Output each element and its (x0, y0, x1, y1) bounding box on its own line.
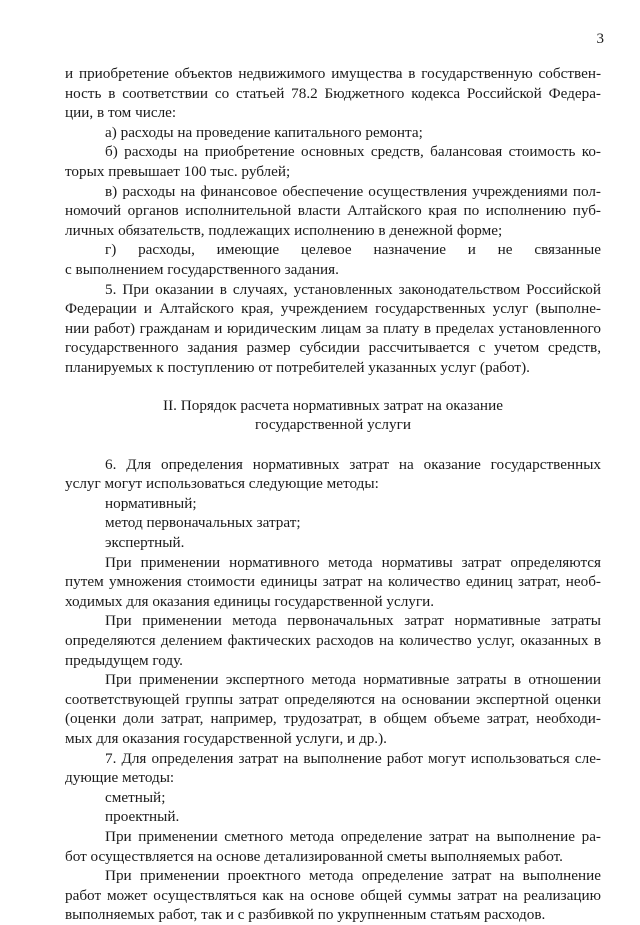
text-line: При применении нормативного метода нормативы затрат определяются (105, 553, 601, 571)
text-line: личных обязательств, подлежащих исполнению в денежной форме; (65, 221, 503, 239)
text-line: г) расходы, имеющие целевое назначение и не связанные (105, 241, 601, 259)
section-heading (65, 387, 601, 435)
section-text-upper (65, 64, 601, 378)
section-heading-line: государственной услуги (255, 416, 411, 434)
text-line: торых превышает 100 тыс. рублей; (65, 162, 291, 180)
page-number: 3 (596, 31, 604, 47)
text-line: Федерации и Алтайского края, учреждением государственных услуг (выполне- (65, 300, 601, 318)
text-line: нии работ) гражданам и юридическим лицам за плату в пределах установленного (65, 319, 601, 337)
text-line: ции, в том числе: (65, 104, 177, 122)
text-line: При применении экспертного метода нормативные затраты в отношении (105, 671, 601, 689)
text-line: сметный; (105, 788, 166, 806)
text-line: экспертный. (105, 534, 185, 552)
text-line: и приобретение объектов недвижимого имущества в государственную собствен- (65, 65, 601, 82)
text-line: государственного задания размер субсидии рассчитывается с учетом средств, (65, 339, 601, 357)
text-line: (оценки доли затрат, например, трудозатрат, в общем объеме затрат, необходи- (65, 710, 601, 728)
text-line: дующие методы: (65, 769, 175, 787)
text-line: с выполнением государственного задания. (65, 260, 339, 278)
text-line: услуг могут использоваться следующие методы: (65, 475, 379, 493)
text-line: предыдущем году. (65, 651, 183, 669)
text-line: ходимых для оказания единицы государственной услуги. (65, 592, 435, 610)
text-line: 6. Для определения нормативных затрат на оказание государственных (105, 455, 601, 473)
text-line: ность в соответствии со статьей 78.2 Бюджетного кодекса Российской Федера- (65, 84, 601, 102)
text-line: работ может осуществляться как на основе общей суммы затрат на реализацию (65, 886, 601, 904)
text-line: нормативный; (105, 494, 197, 512)
text-line: планируемых к поступлению от потребителей указанных услуг (работ). (65, 358, 530, 376)
text-line: проектный. (105, 808, 180, 826)
text-line: При применении проектного метода определение затрат на выполнение (105, 867, 601, 885)
text-line: 7. Для определения затрат на выполнение работ могут использоваться сле- (105, 749, 601, 767)
text-line: При применении сметного метода определение затрат на выполнение ра- (105, 827, 601, 845)
text-line: соответствующей группы затрат определяются на основании экспертной оценки (65, 690, 601, 708)
text-line: мых для оказания государственной услуги, и др.). (65, 730, 387, 747)
text-line: определяются делением фактических расходов на количество услуг, оказанных в (65, 632, 601, 650)
text-line: бот осуществляется на основе детализированной сметы выполняемых работ. (65, 847, 563, 865)
text-line: путем умножения стоимости единицы затрат на количество единиц затрат, необ- (65, 573, 601, 591)
section-text-lower (65, 454, 601, 925)
document-body (65, 64, 601, 925)
section-heading-line: II. Порядок расчета нормативных затрат на оказание (163, 396, 503, 414)
text-line: выполняемых работ, так и с разбивкой по укрупненным статьям расходов. (65, 906, 546, 924)
text-line: 5. При оказании в случаях, установленных законодательством Российской (105, 280, 601, 298)
text-line: в) расходы на финансовое обеспечение осуществления учреждениями пол- (105, 182, 601, 200)
text-line: а) расходы на проведение капитального ремонта; (105, 123, 423, 141)
text-line: При применении метода первоначальных затрат нормативные затраты (105, 612, 601, 630)
text-line: метод первоначальных затрат; (105, 514, 301, 532)
text-line: номочий органов исполнительной власти Алтайского края по исполнению пуб- (65, 202, 601, 220)
text-line: б) расходы на приобретение основных средств, балансовая стоимость ко- (105, 143, 601, 161)
